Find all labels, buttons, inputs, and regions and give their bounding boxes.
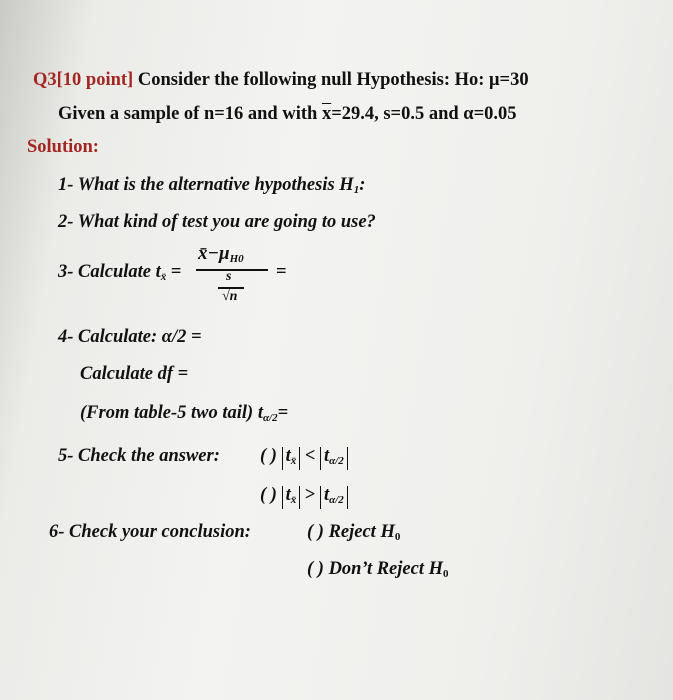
given-text: Given a sample of n=16 and with [58, 104, 318, 124]
question-text: Consider the following null Hypothesis: Ho: μ=30 [137, 70, 529, 90]
abs-t-observed [282, 486, 301, 509]
abs-t-critical [320, 486, 348, 509]
question-4-df: Calculate df = [80, 364, 189, 384]
question-3-label [58, 262, 181, 283]
formula-denominator-s: s [226, 269, 232, 284]
t-sub-alpha: α/2 [329, 494, 344, 506]
solution-label: Solution: [27, 137, 99, 157]
t-critical-symbol [258, 403, 278, 423]
t-critical-sub: α/2 [262, 412, 278, 424]
question-6-label: 6- Check your conclusion: [49, 522, 251, 542]
question-1-colon: : [359, 175, 366, 195]
question-5-option-1 [260, 446, 348, 470]
question-header [33, 70, 529, 91]
table-reference-text: (From table-5 two tail) [80, 403, 254, 423]
question-5-label: 5- Check the answer: [58, 446, 220, 466]
t-sub-x: x̄ [290, 455, 297, 467]
greater-than-sign: > [304, 485, 316, 505]
question-5-option-2 [260, 485, 348, 509]
question-2: 2- What kind of test you are going to use? [58, 212, 376, 232]
question-4-table [80, 403, 288, 424]
abs-t-critical [320, 447, 348, 470]
t-statistic-formula [196, 243, 276, 313]
question-6-option-dont-reject[interactable] [307, 559, 448, 580]
formula-numerator-text: x̄−μ [198, 243, 230, 264]
reject-text: ( ) Reject H [307, 522, 395, 542]
given-line [58, 104, 517, 125]
less-than-sign: < [304, 446, 316, 466]
question-3-text: 3- Calculate t [58, 262, 161, 282]
t-letter: t [285, 446, 291, 466]
question-1-sub: 1 [353, 184, 360, 196]
xbar-symbol: $\overline{x}$ [321, 104, 332, 124]
t-letter: t [285, 485, 291, 505]
formula-numerator [198, 243, 244, 265]
t-critical-equals: = [277, 403, 289, 423]
question-1-text: 1- What is the alternative hypothesis H [58, 175, 354, 195]
t-sub-x: x̄ [290, 494, 297, 506]
dont-reject-sub: 0 [442, 568, 449, 580]
t-letter: t [324, 446, 330, 466]
question-3-equals: = [170, 262, 182, 282]
question-3-tail-equals: = [276, 262, 287, 282]
question-1 [58, 175, 365, 196]
t-sub-alpha: α/2 [329, 455, 344, 467]
formula-denominator-sqrt [221, 289, 238, 305]
abs-t-observed [282, 447, 301, 470]
given-values: =29.4, s=0.5 and α=0.05 [331, 104, 517, 124]
t-critical-letter: t [257, 403, 263, 423]
formula-numerator-sub: H0 [229, 253, 244, 265]
option-2-checkbox[interactable]: ( ) [260, 485, 277, 505]
question-4: 4- Calculate: α/2 = [58, 327, 202, 347]
option-1-checkbox[interactable]: ( ) [260, 446, 277, 466]
t-letter: t [324, 485, 330, 505]
dont-reject-text: ( ) Don’t Reject H [307, 559, 443, 579]
question-6-option-reject[interactable] [307, 522, 400, 543]
sqrt-n: √n [222, 289, 238, 304]
fraction-bar [196, 269, 268, 271]
question-3-sub: x̄ [160, 271, 167, 283]
reject-sub: 0 [394, 531, 401, 543]
question-label: Q3[10 point] [33, 70, 134, 90]
